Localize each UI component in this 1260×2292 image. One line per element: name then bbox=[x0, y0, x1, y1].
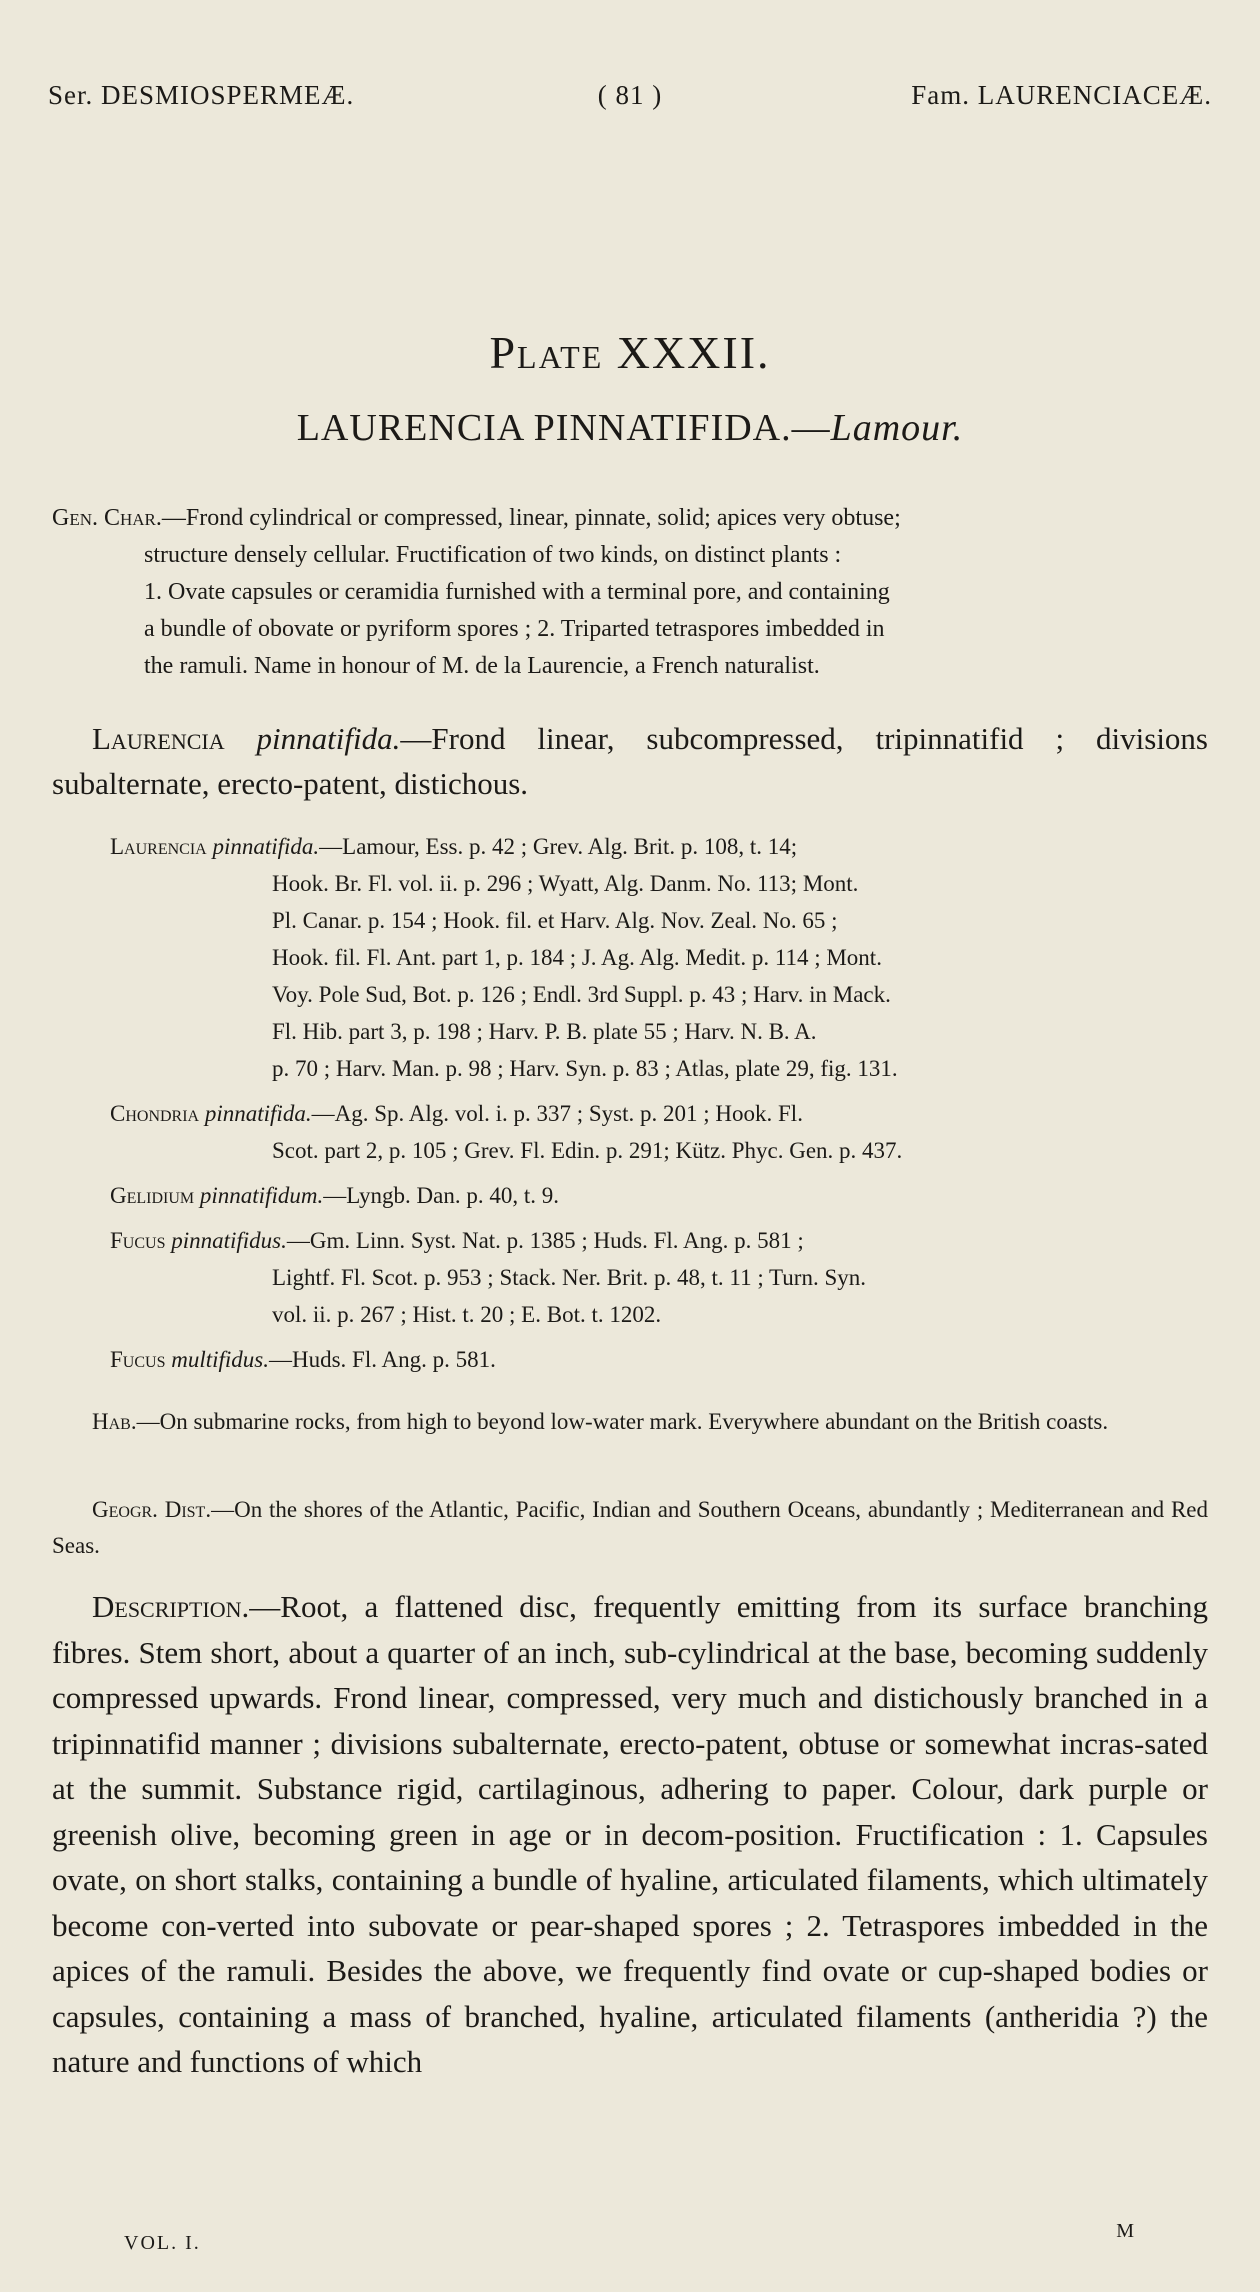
synonym-entry bbox=[110, 1095, 1208, 1169]
hab-text: —On submarine rocks, from high to beyond low-water mark. Everywhere abundant on the British coasts. bbox=[136, 1409, 1109, 1434]
geographic-distribution bbox=[52, 1492, 1208, 1564]
synonym-text: Voy. Pole Sud, Bot. p. 126 ; Endl. 3rd Suppl. p. 43 ; Harv. in Mack. bbox=[272, 982, 891, 1007]
synonym-line bbox=[110, 1177, 1208, 1214]
synonym-genus: Fucus bbox=[110, 1347, 166, 1372]
running-head bbox=[48, 80, 1212, 120]
species-title bbox=[0, 406, 1260, 450]
habitat bbox=[52, 1404, 1208, 1440]
synonym-epithet: pinnatifidum. bbox=[199, 1183, 324, 1208]
synonym-line bbox=[110, 865, 1208, 902]
synonym-text: Hook. Br. Fl. vol. ii. p. 296 ; Wyatt, Alg. Danm. No. 113; Mont. bbox=[272, 871, 859, 896]
specific-diagnosis bbox=[52, 716, 1208, 806]
synonym-line bbox=[110, 1259, 1208, 1296]
synonym-line bbox=[110, 1296, 1208, 1333]
gen-char-label: Gen. Char. bbox=[52, 505, 162, 531]
synonym-text: Fl. Hib. part 3, p. 198 ; Harv. P. B. plate 55 ; Harv. N. B. A. bbox=[272, 1019, 817, 1044]
gen-char-line-2: structure densely cellular. Fructification of two kinds, on distinct plants : bbox=[144, 542, 842, 568]
synonym-text: Hook. fil. Fl. Ant. part 1, p. 184 ; J. Ag. Alg. Medit. p. 114 ; Mont. bbox=[272, 945, 882, 970]
signature-mark: M bbox=[1116, 2220, 1136, 2242]
synonym-line bbox=[110, 902, 1208, 939]
generic-character bbox=[52, 500, 1208, 685]
synonym-epithet: pinnatifida. bbox=[212, 834, 320, 859]
synonym-text: Lightf. Fl. Scot. p. 953 ; Stack. Ner. Brit. p. 48, t. 11 ; Turn. Syn. bbox=[272, 1265, 866, 1290]
synonym-line bbox=[110, 1341, 1208, 1378]
synonym-epithet: multifidus. bbox=[171, 1347, 269, 1372]
synonym-text: —Gm. Linn. Syst. Nat. p. 1385 ; Huds. Fl. Ang. p. 581 ; bbox=[286, 1228, 804, 1253]
synonym-genus: Laurencia bbox=[110, 834, 207, 859]
synonym-text: Pl. Canar. p. 154 ; Hook. fil. et Harv. Alg. Nov. Zeal. No. 65 ; bbox=[272, 908, 838, 933]
synonym-text: p. 70 ; Harv. Man. p. 98 ; Harv. Syn. p. 83 ; Atlas, plate 29, fig. 131. bbox=[272, 1056, 898, 1081]
description-label: Description. bbox=[92, 1589, 250, 1624]
geogr-label: Geogr. Dist. bbox=[92, 1497, 212, 1522]
synonym-line bbox=[110, 1013, 1208, 1050]
synonym-text: —Lamour, Ess. p. 42 ; Grev. Alg. Brit. p. 108, t. 14; bbox=[319, 834, 798, 859]
synonym-epithet: pinnatifida. bbox=[204, 1101, 312, 1126]
page-number: ( 81 ) bbox=[597, 80, 663, 110]
synonym-entry bbox=[110, 1222, 1208, 1333]
synonym-line bbox=[110, 1095, 1208, 1132]
synonym-entry bbox=[110, 1341, 1208, 1378]
synonym-text: —Ag. Sp. Alg. vol. i. p. 337 ; Syst. p. 201 ; Hook. Fl. bbox=[311, 1101, 803, 1126]
synonym-genus: Gelidium bbox=[110, 1183, 195, 1208]
synonym-line bbox=[110, 1222, 1208, 1259]
species-author: Lamour. bbox=[830, 407, 964, 449]
synonym-genus: Chondria bbox=[110, 1101, 200, 1126]
page-footer bbox=[124, 2220, 1136, 2262]
synonym-text: vol. ii. p. 267 ; Hist. t. 20 ; E. Bot. t. 1202. bbox=[272, 1302, 662, 1327]
synonym-entry bbox=[110, 828, 1208, 1087]
geogr-text: —On the shores of the Atlantic, Pacific, Indian and Southern Oceans, abundantly ; Mediterranean and Red Seas. bbox=[52, 1497, 1208, 1558]
synonymy-list bbox=[110, 828, 1208, 1386]
synonym-line bbox=[110, 828, 1208, 865]
running-head-family: Fam. LAURENCIACEÆ. bbox=[911, 80, 1212, 110]
description bbox=[52, 1584, 1208, 2085]
synonym-genus: Fucus bbox=[110, 1228, 166, 1253]
gen-char-line-5: the ramuli. Name in honour of M. de la Laurencie, a French naturalist. bbox=[144, 653, 820, 679]
description-text: —Root, a flattened disc, frequently emitting from its surface branching fibres. Stem short, about a quarter of an inch, sub-cylindrical at the base, becoming suddenly compressed upwards. Frond linear, compressed, very much and distichously branched in a tripinnatifid manner ; divisions subalternate, erecto-patent, obtuse or somewhat incras-sated at the summit. Substance rigid, cartilaginous, adhering to paper. Colour, dark purple or greenish olive, becoming green in age or in decom-position. Fructification : 1. Capsules ovate, on short stalks, containing a bundle of hyaline, articulated filaments, which ultimately become con-verted into subovate or pear-shaped spores ; 2. Tetraspores imbedded in the apices of the ramuli. Besides the above, we frequently find ovate or cup-shaped bodies or capsules, containing a mass of branched, hyaline, articulated filaments (antheridia ?) the nature and functions of which bbox=[52, 1589, 1208, 2079]
gen-char-line-4: a bundle of obovate or pyriform spores ; 2. Triparted tetraspores imbedded in bbox=[144, 616, 885, 642]
hab-label: Hab. bbox=[92, 1409, 137, 1434]
synonym-line bbox=[110, 976, 1208, 1013]
synonym-line bbox=[110, 1050, 1208, 1087]
plate-title: Plate XXXII. bbox=[489, 327, 771, 378]
gen-char-line-1: Gen. Char.—Frond cylindrical or compressed, linear, pinnate, solid; apices very obtuse; bbox=[52, 505, 901, 531]
synonym-line bbox=[110, 939, 1208, 976]
synonym-text: —Huds. Fl. Ang. p. 581. bbox=[269, 1347, 496, 1372]
diagnosis-species: pinnatifida. bbox=[256, 721, 401, 756]
volume-mark: VOL. I. bbox=[124, 2232, 201, 2254]
synonym-entry bbox=[110, 1177, 1208, 1214]
synonym-line bbox=[110, 1132, 1208, 1169]
species-name: LAURENCIA PINNATIFIDA.— bbox=[296, 407, 831, 449]
synonym-text: Scot. part 2, p. 105 ; Grev. Fl. Edin. p. 291; Kütz. Phyc. Gen. p. 437. bbox=[272, 1138, 903, 1163]
synonym-text: —Lyngb. Dan. p. 40, t. 9. bbox=[323, 1183, 559, 1208]
running-head-series: Ser. DESMIOSPERMEÆ. bbox=[48, 80, 355, 110]
synonym-epithet: pinnatifidus. bbox=[171, 1228, 287, 1253]
gen-char-line-3: 1. Ovate capsules or ceramidia furnished with a terminal pore, and containing bbox=[144, 579, 890, 605]
diagnosis-text: —Frond linear, subcompressed, tripinnatifid ; divisions subalternate, erecto-patent, distichous. bbox=[52, 721, 1208, 801]
diagnosis-genus: Laurencia bbox=[92, 721, 225, 756]
